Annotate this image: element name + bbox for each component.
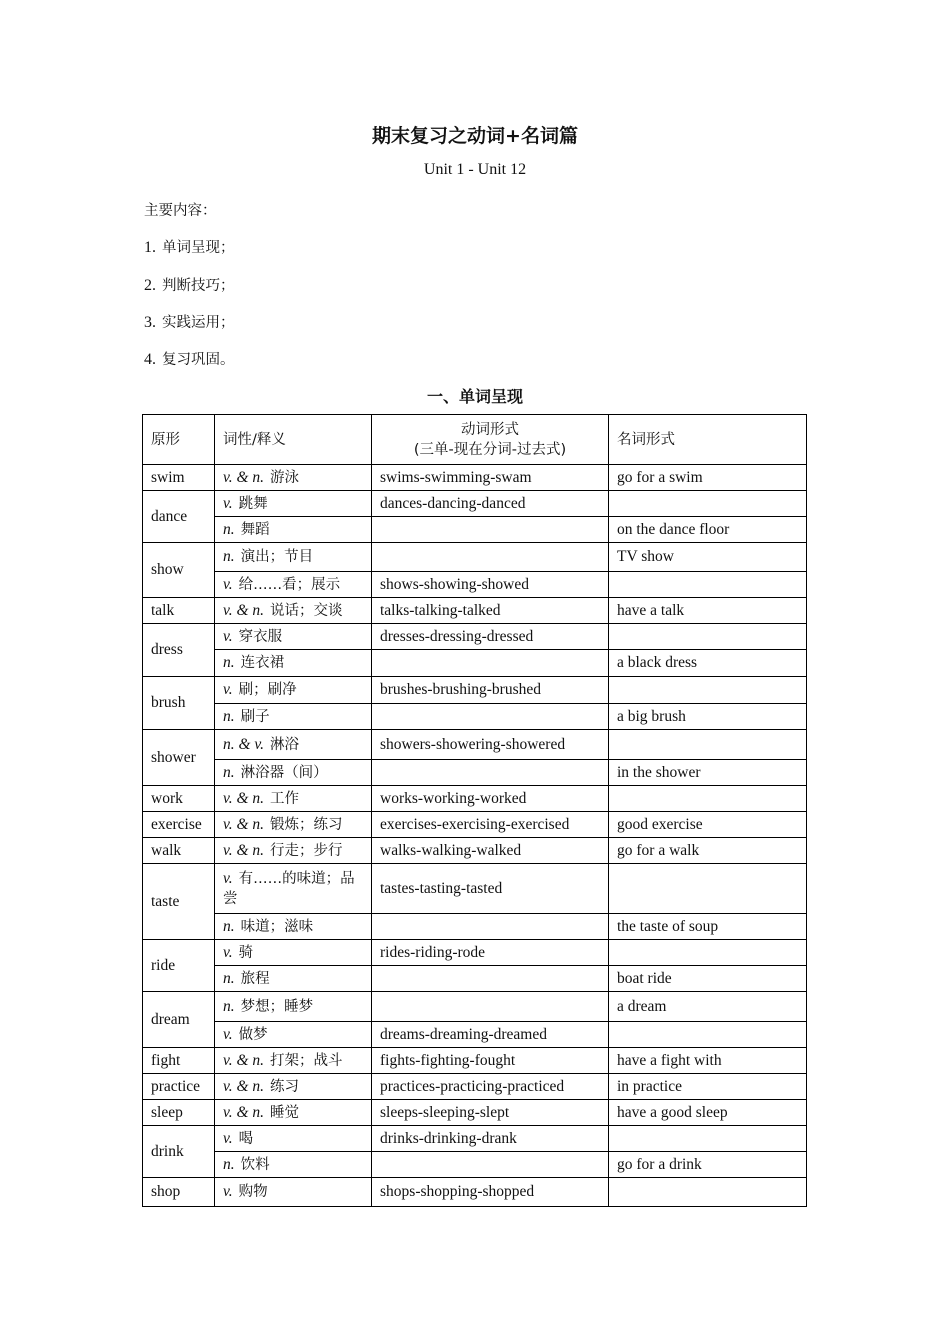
word-cell: dress bbox=[143, 624, 215, 677]
meaning: 锻炼；练习 bbox=[270, 816, 343, 833]
table-row bbox=[143, 760, 807, 786]
verb-forms-cell: tastes-tasting-tasted bbox=[372, 864, 609, 914]
word-cell: talk bbox=[143, 598, 215, 624]
verb-forms-cell bbox=[372, 992, 609, 1022]
table-row bbox=[143, 812, 807, 838]
table-row bbox=[143, 1048, 807, 1074]
word-cell: drink bbox=[143, 1126, 215, 1178]
pos-meaning-cell bbox=[215, 624, 372, 650]
noun-form-cell: boat ride bbox=[609, 966, 807, 992]
noun-form-cell: have a fight with bbox=[609, 1048, 807, 1074]
meaning: 淋浴器（间） bbox=[240, 764, 328, 781]
verb-forms-cell: rides-riding-rode bbox=[372, 940, 609, 966]
noun-form-cell: go for a swim bbox=[609, 465, 807, 491]
noun-form-cell: in practice bbox=[609, 1074, 807, 1100]
meaning: 睡觉 bbox=[270, 1104, 300, 1121]
pos-meaning-cell bbox=[215, 1022, 372, 1048]
part-of-speech: v. bbox=[223, 1183, 233, 1200]
word-cell: shop bbox=[143, 1178, 215, 1207]
table-row bbox=[143, 624, 807, 650]
header-verb-forms bbox=[372, 415, 609, 465]
meaning: 跳舞 bbox=[238, 495, 268, 512]
part-of-speech: n. bbox=[223, 707, 235, 725]
table-row bbox=[143, 940, 807, 966]
noun-form-cell: on the dance floor bbox=[609, 517, 807, 543]
meaning: 舞蹈 bbox=[240, 521, 270, 538]
word-cell: fight bbox=[143, 1048, 215, 1074]
verb-forms-cell: swims-swimming-swam bbox=[372, 465, 609, 491]
verb-forms-cell: fights-fighting-fought bbox=[372, 1048, 609, 1074]
noun-form-cell: a big brush bbox=[609, 704, 807, 730]
part-of-speech: n. bbox=[223, 520, 235, 538]
header-pos-meaning: 词性/释义 bbox=[215, 415, 372, 465]
table-row bbox=[143, 1178, 807, 1207]
verb-forms-cell: works-working-worked bbox=[372, 786, 609, 812]
table-row bbox=[143, 598, 807, 624]
meaning: 饮料 bbox=[240, 1156, 270, 1173]
vocabulary-table-body bbox=[143, 415, 807, 1207]
part-of-speech: v. bbox=[223, 943, 233, 961]
part-of-speech: v. bbox=[223, 627, 233, 645]
meaning: 练习 bbox=[270, 1078, 300, 1095]
pos-meaning-cell bbox=[215, 491, 372, 517]
meaning: 行走；步行 bbox=[270, 842, 343, 859]
verb-forms-cell bbox=[372, 543, 609, 572]
noun-form-cell: go for a drink bbox=[609, 1152, 807, 1178]
part-of-speech: n. bbox=[223, 917, 235, 935]
outline-num: 2. bbox=[144, 277, 156, 294]
part-of-speech: v. & n. bbox=[223, 468, 265, 486]
meaning: 喝 bbox=[238, 1130, 254, 1147]
document-subtitle: Unit 1 - Unit 12 bbox=[423, 161, 527, 178]
verb-forms-cell: dreams-dreaming-dreamed bbox=[372, 1022, 609, 1048]
word-cell: exercise bbox=[143, 812, 215, 838]
pos-meaning-cell bbox=[215, 940, 372, 966]
outline-item-2 bbox=[144, 274, 235, 295]
meaning: 说话；交谈 bbox=[270, 602, 343, 619]
part-of-speech: v. & n. bbox=[223, 1077, 265, 1095]
pos-meaning-cell bbox=[215, 1152, 372, 1178]
word-cell: work bbox=[143, 786, 215, 812]
part-of-speech: v. & n. bbox=[223, 815, 265, 833]
part-of-speech: n. bbox=[223, 1155, 235, 1173]
meaning: 梦想；睡梦 bbox=[240, 998, 314, 1015]
intro-label: 主要内容： bbox=[144, 203, 217, 219]
word-cell: swim bbox=[143, 465, 215, 491]
meaning: 刷；刷净 bbox=[238, 682, 297, 698]
meaning: 穿衣服 bbox=[238, 628, 283, 645]
pos-meaning-cell bbox=[215, 730, 372, 760]
pos-meaning-cell bbox=[215, 812, 372, 838]
noun-form-cell: have a talk bbox=[609, 598, 807, 624]
table-row bbox=[143, 517, 807, 543]
part-of-speech: n. bbox=[223, 997, 235, 1015]
noun-form-cell: go for a walk bbox=[609, 838, 807, 864]
document-title: 期末复习之动词+名词篇 bbox=[372, 125, 578, 147]
table-row bbox=[143, 914, 807, 940]
pos-meaning-cell bbox=[215, 1126, 372, 1152]
table-row bbox=[143, 677, 807, 704]
part-of-speech: v. bbox=[223, 1129, 233, 1147]
word-cell: practice bbox=[143, 1074, 215, 1100]
word-cell: dance bbox=[143, 491, 215, 543]
noun-form-cell bbox=[609, 624, 807, 650]
pos-meaning-cell bbox=[215, 598, 372, 624]
pos-meaning-cell bbox=[215, 1178, 372, 1207]
verb-forms-cell bbox=[372, 650, 609, 677]
noun-form-cell bbox=[609, 786, 807, 812]
verb-forms-cell bbox=[372, 517, 609, 543]
verb-forms-cell: exercises-exercising-exercised bbox=[372, 812, 609, 838]
pos-meaning-cell bbox=[215, 864, 372, 914]
part-of-speech: v. bbox=[223, 681, 233, 698]
section-title: 一、单词呈现 bbox=[426, 387, 523, 406]
part-of-speech: n. bbox=[223, 548, 235, 565]
pos-meaning-cell bbox=[215, 914, 372, 940]
pos-meaning-cell bbox=[215, 572, 372, 598]
table-row bbox=[143, 1074, 807, 1100]
verb-forms-cell: talks-talking-talked bbox=[372, 598, 609, 624]
header-verb-forms-line2: (三单-现在分词-过去式) bbox=[413, 441, 567, 458]
pos-meaning-cell bbox=[215, 704, 372, 730]
meaning: 旅程 bbox=[240, 970, 270, 987]
part-of-speech: v. & n. bbox=[223, 601, 265, 619]
outline-item-3 bbox=[144, 311, 235, 332]
table-row bbox=[143, 1126, 807, 1152]
verb-forms-cell: shows-showing-showed bbox=[372, 572, 609, 598]
noun-form-cell: TV show bbox=[609, 543, 807, 572]
outline-text: 单词呈现； bbox=[162, 240, 235, 256]
part-of-speech: v. & n. bbox=[223, 1103, 265, 1121]
outline-text: 复习巩固。 bbox=[162, 352, 235, 368]
word-cell: dream bbox=[143, 992, 215, 1048]
verb-forms-cell: practices-practicing-practiced bbox=[372, 1074, 609, 1100]
table-row bbox=[143, 1100, 807, 1126]
outline-num: 3. bbox=[144, 314, 156, 331]
header-noun-forms: 名词形式 bbox=[609, 415, 807, 465]
meaning: 游泳 bbox=[270, 469, 300, 486]
part-of-speech: v. bbox=[223, 575, 233, 593]
pos-meaning-cell bbox=[215, 1074, 372, 1100]
part-of-speech: v. & n. bbox=[223, 789, 265, 807]
noun-form-cell bbox=[609, 1022, 807, 1048]
table-row bbox=[143, 491, 807, 517]
noun-form-cell bbox=[609, 1178, 807, 1207]
meaning: 有……的味道；品尝 bbox=[223, 870, 355, 907]
part-of-speech: n. bbox=[223, 763, 235, 781]
table-row bbox=[143, 465, 807, 491]
noun-form-cell bbox=[609, 730, 807, 760]
verb-forms-cell bbox=[372, 966, 609, 992]
word-cell: shower bbox=[143, 730, 215, 786]
noun-form-cell: a dream bbox=[609, 992, 807, 1022]
pos-meaning-cell bbox=[215, 543, 372, 572]
noun-form-cell: a black dress bbox=[609, 650, 807, 677]
outline-num: 1. bbox=[144, 239, 156, 256]
noun-form-cell bbox=[609, 864, 807, 914]
pos-meaning-cell bbox=[215, 966, 372, 992]
verb-forms-cell: sleeps-sleeping-slept bbox=[372, 1100, 609, 1126]
verb-forms-cell: dances-dancing-danced bbox=[372, 491, 609, 517]
verb-forms-cell bbox=[372, 760, 609, 786]
pos-meaning-cell bbox=[215, 786, 372, 812]
pos-meaning-cell bbox=[215, 1100, 372, 1126]
table-row bbox=[143, 838, 807, 864]
word-cell: sleep bbox=[143, 1100, 215, 1126]
outline-item-4 bbox=[144, 348, 235, 369]
word-cell: show bbox=[143, 543, 215, 598]
noun-form-cell: have a good sleep bbox=[609, 1100, 807, 1126]
word-cell: brush bbox=[143, 677, 215, 730]
verb-forms-cell bbox=[372, 704, 609, 730]
meaning: 演出；节目 bbox=[240, 549, 314, 565]
vocabulary-table bbox=[142, 414, 807, 1207]
noun-form-cell: the taste of soup bbox=[609, 914, 807, 940]
pos-meaning-cell bbox=[215, 650, 372, 677]
verb-forms-cell bbox=[372, 1152, 609, 1178]
pos-meaning-cell bbox=[215, 465, 372, 491]
noun-form-cell bbox=[609, 1126, 807, 1152]
table-row bbox=[143, 864, 807, 914]
meaning: 淋浴 bbox=[270, 736, 300, 753]
noun-form-cell bbox=[609, 677, 807, 704]
meaning: 打架；战斗 bbox=[270, 1052, 343, 1069]
verb-forms-cell: showers-showering-showered bbox=[372, 730, 609, 760]
word-cell: taste bbox=[143, 864, 215, 940]
noun-form-cell bbox=[609, 572, 807, 598]
verb-forms-cell: walks-walking-walked bbox=[372, 838, 609, 864]
table-row bbox=[143, 1152, 807, 1178]
header-verb-forms-line1: 动词形式 bbox=[461, 421, 519, 438]
noun-form-cell: good exercise bbox=[609, 812, 807, 838]
pos-meaning-cell bbox=[215, 517, 372, 543]
meaning: 刷子 bbox=[240, 708, 270, 725]
verb-forms-cell: drinks-drinking-drank bbox=[372, 1126, 609, 1152]
noun-form-cell: in the shower bbox=[609, 760, 807, 786]
table-row bbox=[143, 704, 807, 730]
meaning: 工作 bbox=[270, 790, 300, 807]
table-row bbox=[143, 1022, 807, 1048]
outline-text: 实践运用； bbox=[162, 315, 235, 331]
part-of-speech: v. bbox=[223, 1025, 233, 1043]
noun-form-cell bbox=[609, 491, 807, 517]
table-row bbox=[143, 650, 807, 677]
part-of-speech: v. bbox=[223, 494, 233, 512]
word-cell: walk bbox=[143, 838, 215, 864]
part-of-speech: v. bbox=[223, 869, 233, 887]
pos-meaning-cell bbox=[215, 677, 372, 704]
pos-meaning-cell bbox=[215, 1048, 372, 1074]
meaning: 骑 bbox=[238, 944, 254, 961]
table-row bbox=[143, 572, 807, 598]
table-row bbox=[143, 992, 807, 1022]
verb-forms-cell: dresses-dressing-dressed bbox=[372, 624, 609, 650]
verb-forms-cell: brushes-brushing-brushed bbox=[372, 677, 609, 704]
part-of-speech: n. bbox=[223, 654, 235, 671]
meaning: 做梦 bbox=[238, 1026, 268, 1043]
verb-forms-cell: shops-shopping-shopped bbox=[372, 1178, 609, 1207]
pos-meaning-cell bbox=[215, 992, 372, 1022]
meaning: 购物 bbox=[238, 1184, 268, 1200]
noun-form-cell bbox=[609, 940, 807, 966]
part-of-speech: n. bbox=[223, 969, 235, 987]
outline-text: 判断技巧； bbox=[162, 278, 235, 294]
pos-meaning-cell bbox=[215, 760, 372, 786]
header-base-form: 原形 bbox=[143, 415, 215, 465]
meaning: 给……看；展示 bbox=[238, 576, 341, 593]
pos-meaning-cell bbox=[215, 838, 372, 864]
table-row bbox=[143, 543, 807, 572]
outline-item-1 bbox=[144, 236, 235, 257]
table-row bbox=[143, 786, 807, 812]
outline-num: 4. bbox=[144, 351, 156, 368]
table-row bbox=[143, 730, 807, 760]
meaning: 连衣裙 bbox=[240, 655, 285, 671]
word-cell: ride bbox=[143, 940, 215, 992]
table-row bbox=[143, 966, 807, 992]
part-of-speech: n. & v. bbox=[223, 735, 265, 753]
meaning: 味道；滋味 bbox=[240, 918, 314, 935]
part-of-speech: v. & n. bbox=[223, 1051, 265, 1069]
table-header-row bbox=[143, 415, 807, 465]
part-of-speech: v. & n. bbox=[223, 841, 265, 859]
verb-forms-cell bbox=[372, 914, 609, 940]
